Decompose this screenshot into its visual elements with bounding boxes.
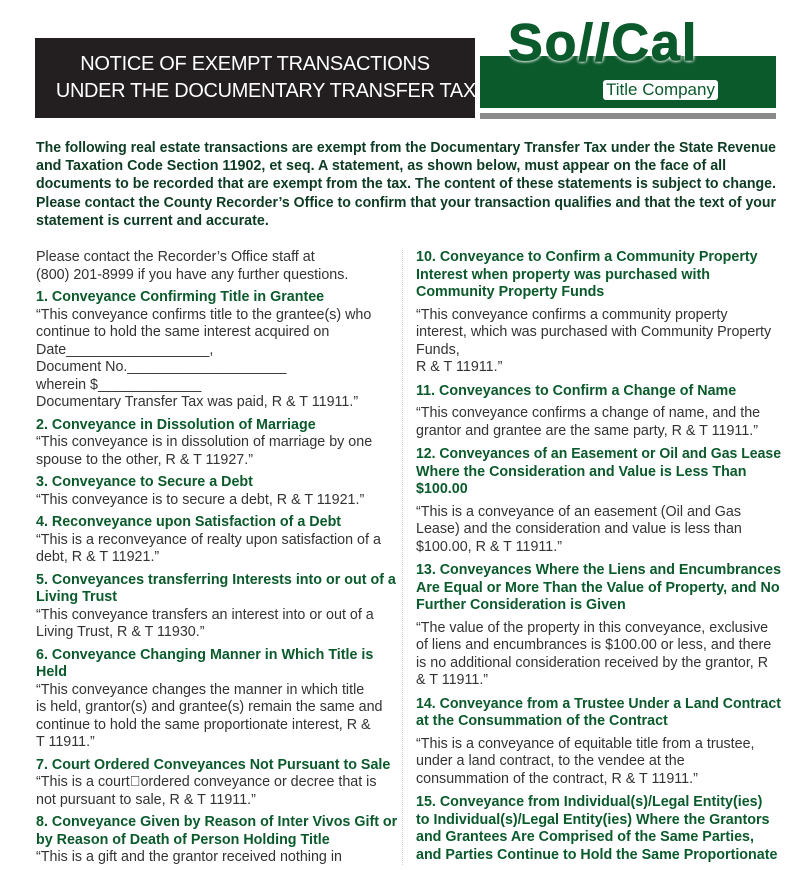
exemption-statement [36, 492, 386, 510]
statement-line: R & T 11911.” [416, 359, 503, 375]
statement-line: “This conveyance is in dissolution of marriage by one [36, 434, 373, 450]
statement-line: spouse to the other, R & T 11927.” [36, 451, 253, 468]
left-column [36, 249, 398, 867]
heading-line: 4. Reconveyance upon Satisfaction of a Debt [36, 514, 342, 530]
heading-line: 13. Conveyances Where the Liens and Encumbrances [416, 562, 781, 578]
heading-line: 7. Court Ordered Conveyances Not Pursuant to Sale [36, 756, 391, 773]
exemption-statement [36, 434, 386, 469]
statement-line: “This is a reconveyance of realty upon satisfaction of a [36, 531, 381, 548]
statement-line: is held, grantor(s) and grantee(s) remain the same and [36, 699, 383, 715]
statement-line: “This is a court￾ordered conveyance or decree that is [36, 774, 377, 790]
statement-line: grantor and grantee are the same party, R & T 11911.” [416, 422, 759, 439]
exemption-statement [416, 736, 781, 789]
statement-line: “This conveyance confirms a change of name, and the [416, 405, 761, 421]
statement-line: Document No.____________________ [36, 359, 287, 375]
exemption-statement [36, 532, 386, 567]
heading-line: 14. Conveyance from a Trustee Under a Land Contract [416, 695, 781, 712]
exemption-item [36, 289, 386, 412]
heading-line: Community Property Funds [416, 284, 605, 300]
exemption-statement [416, 504, 781, 557]
exemption-item [36, 474, 386, 509]
statement-line: Date__________________, [36, 341, 214, 358]
exemption-item [416, 446, 781, 556]
exemption-item [36, 814, 398, 867]
right-column [416, 249, 781, 870]
statement-line: under a land contract, to the vendee at the [416, 753, 685, 769]
exemption-heading [36, 647, 386, 682]
heading-line: 5. Conveyances transferring Interests into or out of a [36, 571, 396, 588]
exemption-item [416, 562, 781, 690]
intro-paragraph [36, 139, 776, 230]
heading-line: 8. Conveyance Given by Reason of Inter Vivos Gift or [36, 814, 398, 830]
heading-line: $100.00 [416, 481, 468, 497]
heading-line: Interest when property was purchased with [416, 266, 710, 283]
document-title-banner [35, 38, 475, 118]
heading-line: 11. Conveyances to Confirm a Change of Name [416, 382, 737, 399]
exemption-statement [36, 682, 386, 752]
heading-line: 15. Conveyance from Individual(s)/Legal Entity(ies) [416, 794, 763, 810]
heading-line: to Individual(s)/Legal Entity(ies) Where the Grantors [416, 811, 770, 828]
exemption-item [416, 383, 781, 441]
statement-line: “This is a conveyance of equitable title from a trustee, [416, 735, 755, 752]
contact-note [36, 249, 386, 284]
exemption-heading [416, 794, 781, 864]
heading-line: and Grantees Are Comprised of the Same Parties, [416, 829, 754, 845]
exemption-heading [36, 289, 386, 307]
statement-line: debt, R & T 11921.” [36, 549, 160, 565]
heading-line: 1. Conveyance Confirming Title in Grantee [36, 289, 325, 305]
statement-line: consummation of the contract, R & T 11911.” [416, 770, 698, 787]
exemption-heading [36, 571, 396, 607]
exemption-statement [36, 774, 386, 809]
exemption-item [36, 417, 386, 470]
contact-line: (800) 201-8999 if you have any further questions. [36, 266, 349, 283]
exemption-heading [36, 756, 391, 775]
exemption-item [416, 794, 781, 864]
exemption-heading [36, 814, 398, 849]
heading-line: and Parties Continue to Hold the Same Proportionate [416, 846, 778, 863]
exemption-heading [416, 696, 781, 731]
statement-line: “This is a conveyance of an easement (Oil and Gas [416, 503, 742, 520]
statement-line: “This conveyance changes the manner in which title [36, 681, 365, 698]
contact-line: Please contact the Recorder’s Office staff at [36, 249, 315, 265]
exemption-statement [36, 307, 386, 412]
statement-line: continue to hold the same proportionate interest, R & [36, 716, 371, 733]
logo-gray-bar [480, 113, 776, 119]
intro-line: Please contact the County Recorder’s Office to confirm that your transaction qualifies and that the text of your [36, 194, 776, 211]
statement-line: “This conveyance transfers an interest into or out of a [36, 606, 374, 623]
exemption-item [416, 249, 781, 377]
title-line: NOTICE OF EXEMPT TRANSACTIONS [80, 53, 430, 75]
heading-line: 12. Conveyances of an Easement or Oil and Gas Lease [416, 446, 781, 462]
statement-line: of liens and encumbrances is $100.00 or less, and there [416, 637, 772, 653]
heading-line: Further Consideration is Given [416, 597, 626, 613]
exemption-item [36, 571, 396, 642]
exemption-statement [36, 849, 386, 867]
statement-line: $100.00, R & T 11911.” [416, 538, 562, 555]
statement-line: & T 11911.” [416, 672, 489, 688]
heading-line: at the Consummation of the Contract [416, 713, 668, 729]
exemption-statement [416, 620, 781, 690]
statement-line: wherein $_____________ [36, 376, 202, 393]
statement-line: Living Trust, R & T 11930.” [36, 624, 205, 640]
exemption-heading [36, 514, 386, 532]
heading-line: Where the Consideration and Value is Less Than [416, 463, 747, 480]
intro-line: and Taxation Code Section 11902, et seq. A statement, as shown below, must appear on the face of all [36, 158, 727, 175]
intro-line: The following real estate transactions are exempt from the Documentary Transfer Tax under the State Revenue [36, 140, 776, 156]
exemption-heading [416, 249, 781, 302]
heading-line: 3. Conveyance to Secure a Debt [36, 474, 253, 490]
intro-line: statement is current and accurate. [36, 212, 269, 229]
heading-line: Living Trust [36, 589, 118, 605]
statement-line: T 11911.” [36, 734, 95, 750]
exemption-heading [416, 562, 781, 615]
statement-line: not pursuant to sale, R & T 11911.” [36, 791, 256, 808]
statement-line: continue to hold the same interest acquired on [36, 324, 330, 340]
column-divider [402, 250, 403, 865]
exemption-item [36, 514, 386, 567]
exemption-statement [416, 405, 781, 440]
heading-line: Are Equal or More Than the Value of Property, and No [416, 579, 780, 596]
exemption-heading [416, 446, 781, 499]
statement-line: “The value of the property in this conveyance, exclusive [416, 619, 769, 636]
company-logo: So//Cal [508, 14, 699, 72]
exemption-statement [36, 607, 386, 642]
exemption-item [36, 647, 386, 752]
exemption-heading [36, 417, 386, 435]
exemption-heading [416, 383, 781, 401]
title-line: UNDER THE DOCUMENTARY TRANSFER TAX [55, 80, 476, 102]
exemption-heading [36, 474, 386, 492]
heading-line: Held [36, 664, 67, 680]
statement-line: Documentary Transfer Tax was paid, R & T 11911.” [36, 394, 359, 410]
exemption-statement [416, 307, 781, 377]
exemption-item [416, 696, 781, 789]
statement-line: Funds, [416, 341, 460, 358]
statement-line: is no additional consideration received by the grantor, R [416, 654, 769, 671]
statement-line: Lease) and the consideration and value is less than [416, 521, 742, 537]
heading-line: 2. Conveyance in Dissolution of Marriage [36, 416, 316, 433]
statement-line: “This conveyance confirms a community property [416, 306, 728, 323]
heading-line: by Reason of Death of Person Holding Title [36, 831, 330, 848]
intro-line: documents to be recorded that are exempt from the tax. The content of these statements is subject to change. [36, 176, 776, 193]
logo-subtitle: Title Company [603, 80, 718, 100]
heading-line: 6. Conveyance Changing Manner in Which Title is [36, 646, 374, 663]
statement-line: “This conveyance is to secure a debt, R & T 11921.” [36, 491, 365, 508]
statement-line: “This is a gift and the grantor received nothing in [36, 849, 342, 865]
statement-line: “This conveyance confirms title to the grantee(s) who [36, 306, 372, 323]
exemption-item [36, 756, 391, 810]
statement-line: interest, which was purchased with Community Property [416, 324, 772, 340]
heading-line: 10. Conveyance to Confirm a Community Property [416, 249, 758, 265]
